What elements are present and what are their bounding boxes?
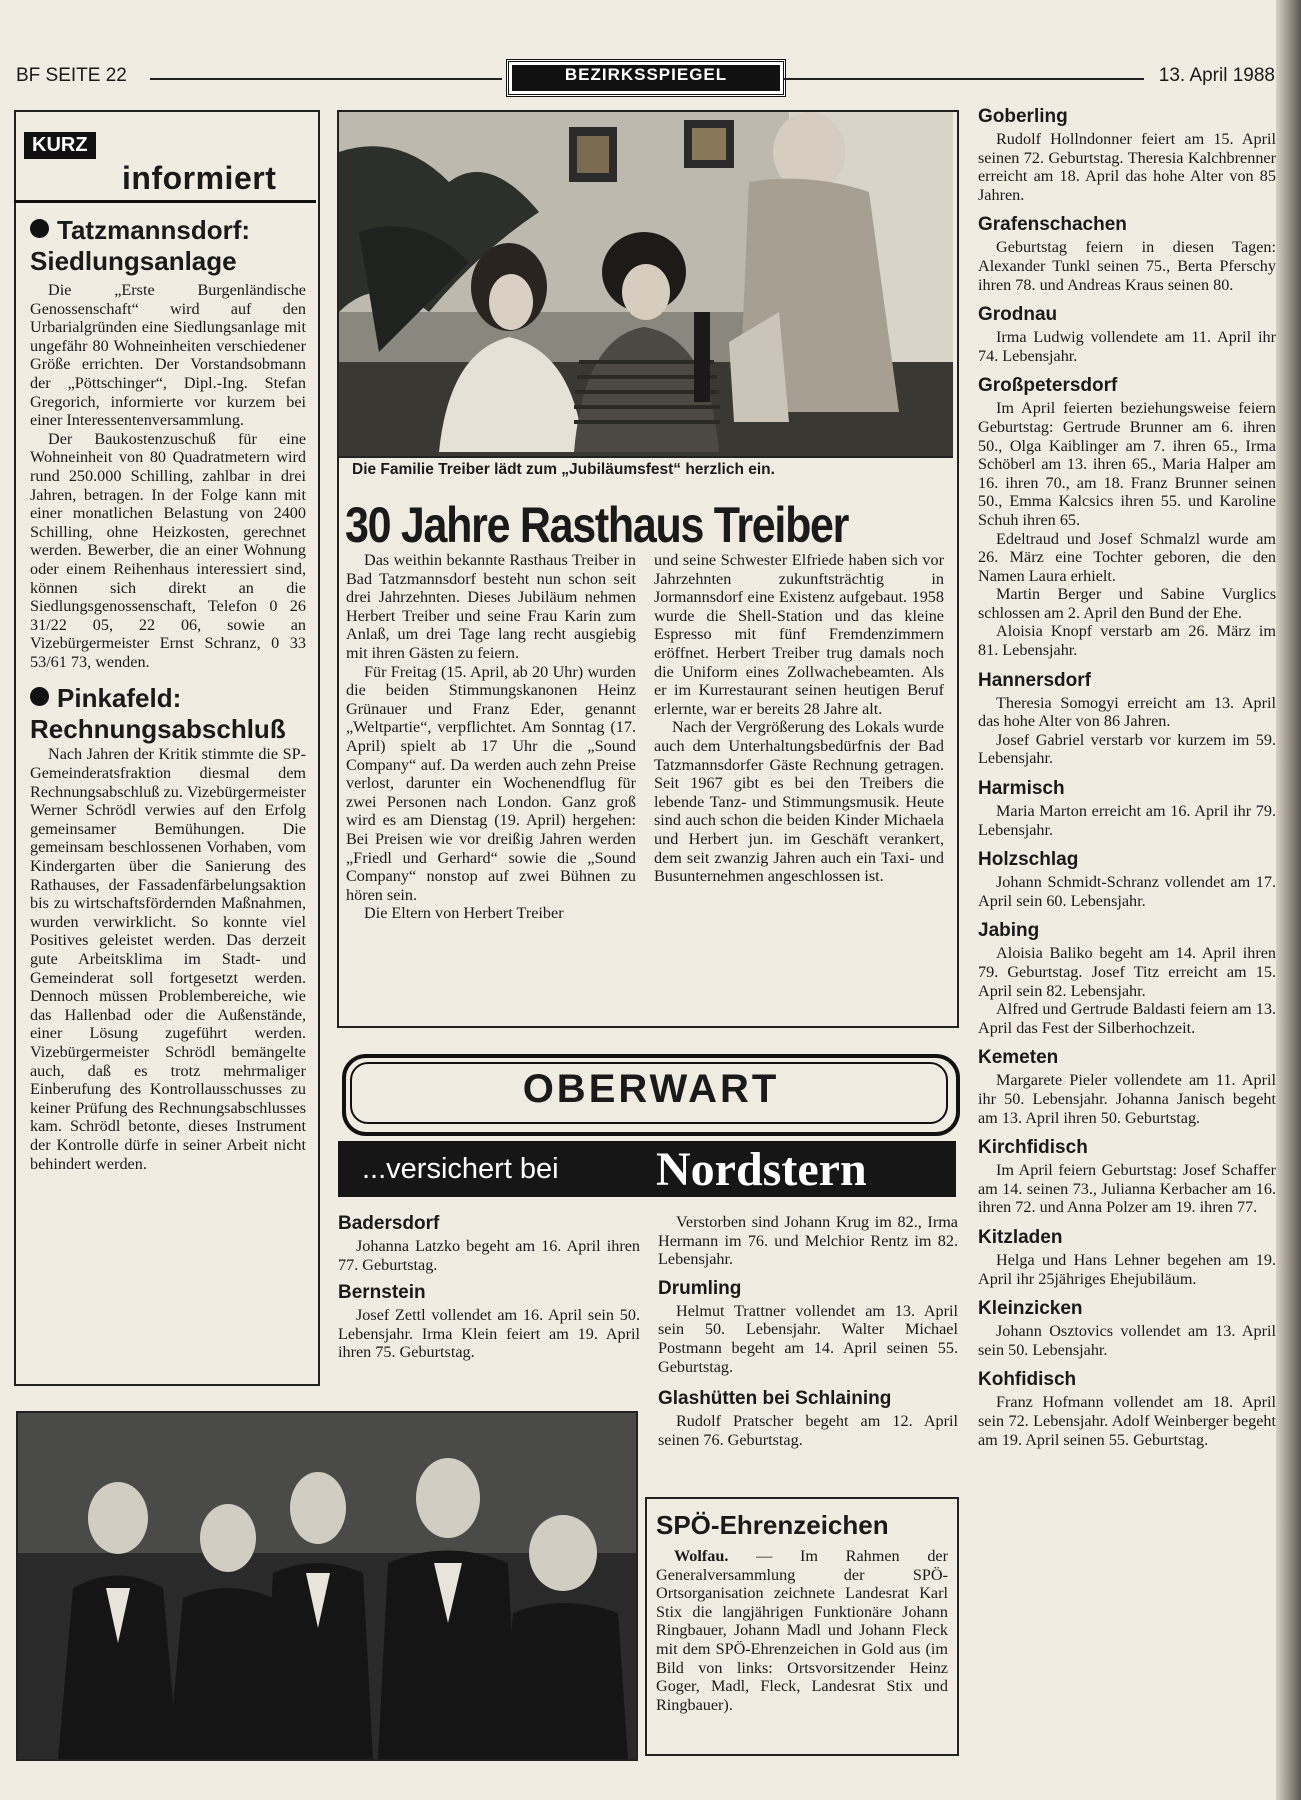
paragraph: Alfred und Gertrude Baldasti feiern am 13. April das Fest der Silberhochzeit. — [978, 1000, 1276, 1037]
spoe-lead: Wolfau. — [674, 1547, 729, 1565]
item-heading-pinkafeld: Pinkafeld: — [30, 683, 306, 714]
entry-text — [978, 802, 1276, 839]
paragraph: Im April feiern Geburtstag: Josef Schaffer am 14. seinen 73., Julianna Kerbacher am 16. ihren 72. und Anna Polzer am 19. ihren 77. — [978, 1161, 1276, 1217]
paragraph: Die „Erste Burgenländische Genossenschaft“ wird auf den Urbarialgründen eine Siedlungsanlage mit ungefähr 80 Wohneinheiten verschiedener Größe errichten. Der Vorstandsobmann der „Pöttschinger“, Dipl.-Ing. Stefan Gregorich, informierte vor kurzem bei einer Interessentenversammlung. — [30, 281, 306, 430]
paragraph: Verstorben sind Johann Krug im 82., Irma Hermann im 76. und Melchior Rentz im 82. Lebensjahr. — [658, 1213, 958, 1269]
paragraph: Aloisia Baliko begeht am 14. April ihren 79. Geburtstag. Josef Titz erreicht am 15. April sein 82. Lebensjahr. — [978, 944, 1276, 1000]
place-heading: Harmisch — [978, 778, 1065, 800]
photo-illustration — [339, 112, 953, 456]
place-heading: Goberling — [978, 106, 1068, 127]
place-heading: Bernstein — [338, 1282, 426, 1304]
entry-text — [978, 1322, 1276, 1359]
banner-slogan: ...versichert bei — [362, 1153, 559, 1185]
kurz-content — [30, 215, 306, 1173]
paragraph: und seine Schwester Elfriede haben sich vor Jahrzehnten zukunftsträchtig in Jormannsdorf eine Existenz aufgebaut. 1958 wurde die Shell-Station und das kleine Espresso mit fünf Fremdenzimmern eröffnet. Herbert Treiber trug damals noch die Uniform eines Zollwachebeamten. Als er im Kurrestaurant seinen heutigen Beruf erlernte, war er bereits 28 Jahre alt. — [654, 551, 944, 718]
paragraph: Für Freitag (15. April, ab 20 Uhr) wurden die beiden Stimmungskanonen Heinz Grünauer und Franz Eder, genannt „Weltpartie“, verpflichtet. Am Sonntag (17. April) spielt ab 17 Uhr die „Sound Company“ auf. Da werden auch zehn Preise verlost, darunter ein Wochenendflug für zwei Personen nach London. Ganz groß wird es am Dienstag (19. April) hergehen: Bei Preisen wie vor dreißig Jahren werden „Friedl und Gerhard“ sowie die „Sound Company“ nonstop auf zwei Bühnen zu hören sein. — [346, 662, 636, 904]
issue-date: 13. April 1988 — [1158, 65, 1275, 86]
treiber-column-2 — [654, 551, 944, 886]
entry-text — [978, 694, 1276, 768]
place-heading: Glashütten bei Schlaining — [658, 1388, 892, 1410]
place-heading: Hannersdorf — [978, 669, 1091, 691]
spoe-content — [656, 1510, 948, 1714]
article-pinkafeld — [30, 745, 306, 1173]
treiber-family-photo — [339, 112, 953, 456]
paragraph: Nach der Vergrößerung des Lokals wurde auch dem Unterhaltungsbedürfnis der Bad Tatzmannsdorfer Gäste Rechnung getragen. Seit 1967 gibt es bei den Treibers die lebende Tanz- und Stimmungsmusik. Heute sind auch schon die beiden Kinder Michaela und Herbert jun. im Geschäft verankert, dem seit zwanzig Jahren auch ein Taxi- und Busunternehmen angeschlossen ist. — [654, 718, 944, 886]
oberwart-column-2 — [658, 1213, 958, 1449]
place-heading: Drumling — [658, 1277, 742, 1299]
item-subheading-rechnungsabschluss: Rechnungsabschluß — [30, 714, 286, 745]
page-number: BF SEITE 22 — [16, 65, 127, 86]
nordstern-banner — [338, 1141, 956, 1197]
item-subheading-siedlungsanlage: Siedlungsanlage — [30, 246, 237, 276]
kurz-divider — [14, 200, 316, 203]
paragraph: Helga und Hans Lehner begehen am 19. April ihr 25jähriges Ehejubiläum. — [978, 1250, 1276, 1288]
oberwart-title: OBERWART — [522, 1067, 780, 1111]
entry-text — [978, 238, 1276, 294]
paragraph: Helmut Trattner vollendet am 13. April sein 50. Lebensjahr. Walter Michael Postmann begeht am 14. April seinen 55. Geburtstag. — [658, 1301, 958, 1376]
place-heading: Kirchfidisch — [978, 1137, 1088, 1159]
photo-illustration — [18, 1413, 636, 1759]
entry-text — [978, 873, 1276, 910]
paragraph: Josef Gabriel verstarb vor kurzem im 59. Lebensjahr. — [978, 730, 1276, 768]
paragraph: Edeltraud und Josef Schmalzl wurde am 26. März eine Tochter geboren, die den Namen Laura erhielt. — [978, 529, 1276, 585]
entry-text — [978, 1393, 1276, 1449]
spoe-body: — Im Rahmen der Generalversammlung der SPÖ-Ortsorganisation zeichnete Landesrat Karl Stix die langjährigen Funktionäre Johann Ringbauer, Johann Madl und Johann Fleck mit dem SPÖ-Ehrenzeichen in Gold aus (im Bild von links: Ortsvorsitzender Heinz Goger, Madl, Fleck, Landesrat Stix und Ringbauer). — [656, 1547, 948, 1714]
treiber-column-1 — [346, 551, 636, 923]
place-heading: Grafenschachen — [978, 214, 1127, 236]
paragraph: Theresia Somogyi erreicht am 13. April das hohe Alter von 86 Jahren. — [978, 693, 1276, 731]
place-heading: Kemeten — [978, 1047, 1059, 1069]
spoe-group-photo — [16, 1411, 638, 1761]
place-heading: Kleinzicken — [978, 1298, 1083, 1320]
paragraph: Franz Hofmann vollendet am 18. April sein 72. Lebensjahr. Adolf Weinberger begeht am 19. April seinen 55. Geburtstag. — [978, 1393, 1276, 1449]
entry-text — [978, 130, 1276, 204]
paragraph: Rudolf Hollndonner feiert am 15. April seinen 72. Geburtstag. Theresia Kalchbrenner erreicht am 18. April das hohe Alter von 85 Jahren. — [978, 130, 1276, 204]
kurz-title: informiert — [122, 160, 277, 196]
oberwart-column-1 — [338, 1213, 640, 1362]
place-heading: Badersdorf — [338, 1213, 440, 1234]
paragraph: Johann Osztovics vollendet am 13. April sein 50. Lebensjahr. — [978, 1322, 1276, 1359]
photo-caption: Die Familie Treiber lädt zum „Jubiläumsfest“ herzlich ein. — [352, 461, 775, 478]
header-rule-left — [150, 78, 502, 80]
place-heading: Großpetersdorf — [978, 375, 1118, 397]
paragraph: Im April feierten beziehungsweise feiern Geburtstag: Gertrude Brunner am 6. ihren 50., Olga Kaiblinger am 7. ihren 65., Irma Schöberl am 13. ihren 65., Maria Halper am 16. ihren 70., am 18. Franz Brunner seinen 50., Emma Kalcsics ihren 55. und Karoline Schuh ihren 65. — [978, 399, 1276, 529]
header-rule-right — [784, 78, 1144, 80]
paragraph: Johanna Latzko begeht am 16. April ihren 77. Geburtstag. — [338, 1237, 640, 1274]
paragraph: Maria Marton erreicht am 16. April ihr 79. Lebensjahr. — [978, 802, 1276, 839]
spoe-title: SPÖ-Ehrenzeichen — [656, 1510, 889, 1540]
bullet-icon — [30, 219, 49, 238]
article-tatzmannsdorf — [30, 281, 306, 671]
paragraph: Irma Ludwig vollendete am 11. April ihr 74. Lebensjahr. — [978, 328, 1276, 365]
section-title: BEZIRKSSPIEGEL — [512, 65, 780, 91]
item-heading-tatzmannsdorf: Tatzmannsdorf: — [30, 215, 306, 246]
paragraph: Martin Berger und Sabine Vurglics schlossen am 2. April den Bund der Ehe. — [978, 585, 1276, 622]
photo-caption-rule — [339, 456, 953, 458]
paragraph: Geburtstag feiern in diesen Tagen: Alexander Tunkl seinen 75., Berta Pferschy ihren 78. und Andreas Kraus seinen 80. — [978, 238, 1276, 294]
paragraph: Johann Schmidt-Schranz vollendet am 17. April sein 60. Lebensjahr. — [978, 873, 1276, 910]
entry-text — [978, 944, 1276, 1037]
paragraph: Aloisia Knopf verstarb am 26. März im 81. Lebensjahr. — [978, 622, 1276, 660]
bullet-icon — [30, 687, 49, 706]
entry-text — [978, 328, 1276, 365]
paragraph: Margarete Pieler vollendete am 11. April ihr 50. Lebensjahr. Johanna Janisch begeht am 13. April ihren 50. Geburtstag. — [978, 1071, 1276, 1127]
entry-text — [978, 399, 1276, 659]
entry-text — [978, 1251, 1276, 1288]
paragraph: Der Baukostenzuschuß für eine Wohneinheit von 80 Quadratmetern wird rund 250.000 Schilling, zahlbar in drei Jahren, betragen. In der Folge kann mit einer monatlichen Belastung von 2400 Schilling, ohne Heizkosten, gerechnet werden. Bewerber, die an einer Wohnung oder einem Reihenhaus interessiert sind, können sich direkt an die Siedlungsgenossenschaft, Telefon 0 26 31/22 05, 22 06, sowie an Vizebürgermeister Ernst Schranz, 0 33 53/61 73, wenden. — [30, 429, 306, 671]
section-badge — [506, 59, 786, 97]
place-heading: Grodnau — [978, 304, 1058, 326]
banner-brand: Nordstern — [656, 1143, 867, 1196]
spoe-text — [656, 1547, 948, 1714]
place-heading: Holzschlag — [978, 849, 1079, 871]
right-column — [978, 106, 1276, 1449]
place-heading: Jabing — [978, 920, 1040, 942]
entry-text — [978, 1071, 1276, 1127]
paragraph: Rudolf Pratscher begeht am 12. April seinen 76. Geburtstag. — [658, 1412, 958, 1449]
paragraph: Nach Jahren der Kritik stimmte die SP-Gemeinderatsfraktion diesmal dem Rechnungsabschluß zu. Vizebürgermeister Werner Schrödl verwies auf den Erfolg gemeinsamer Bemühungen. Die gemeinsam beschlossenen Vorhaben, vom Kindergarten über die Sanierung des Rathauses, der Fassadenfärbelungsaktion bis zu wirtschaftsfördernden Maßnahmen, wurden verwirklicht. So konnte viel Positives geleistet werden. Das derzeit gute Arbeitsklima im Stadt- und Gemeinderat soll fortgesetzt werden. Dennoch müssen Problembereiche, wie das Hallenbad oder die Außenstände, einer Lösung zugeführt werden. Vizebürgermeister Schrödl bemängelte auch, daß es trotz mehrmaliger Einberufung des Kontrollausschusses zu keiner Prüfung des Rechnungsabschlusses kam. Schrödl betonte, dieses Instrument der Kontrolle dürfe in seiner Arbeit nicht behindert werden. — [30, 745, 306, 1173]
paragraph: Die Eltern von Herbert Treiber — [364, 904, 564, 923]
article-headline: 30 Jahre Rasthaus Treiber — [345, 497, 849, 553]
paragraph: Das weithin bekannte Rasthaus Treiber in Bad Tatzmannsdorf besteht nun schon seit drei Jahrzehnten. Dieses Jubiläum nehmen Herbert Treiber und seine Frau Karin zum Anlaß, um drei Tage lang recht ausgiebig mit ihren Gästen zu feiern. — [346, 551, 636, 662]
place-heading: Kitzladen — [978, 1226, 1063, 1248]
place-heading: Kohfidisch — [978, 1369, 1077, 1391]
entry-text — [978, 1161, 1276, 1217]
page-edge — [1276, 0, 1301, 1800]
kurz-label: KURZ — [24, 132, 96, 159]
paragraph: Josef Zettl vollendet am 16. April sein 50. Lebensjahr. Irma Klein feiert am 19. April ihren 75. Geburtstag. — [338, 1306, 640, 1362]
